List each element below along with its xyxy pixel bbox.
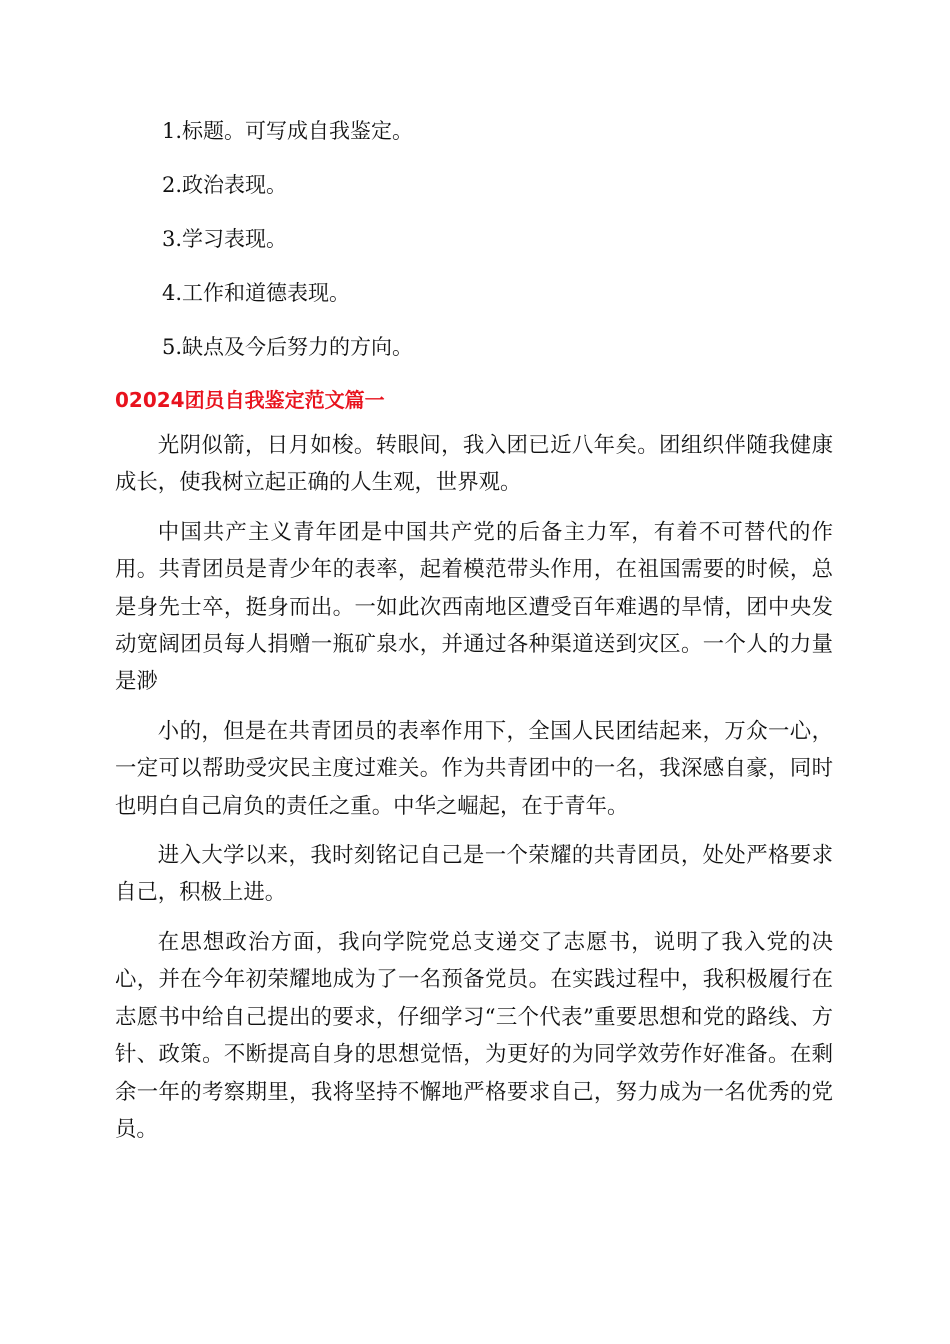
list-item: 1.标题。可写成自我鉴定。 — [162, 119, 414, 143]
section-heading: 02024团员自我鉴定范文篇一 — [115, 388, 385, 412]
paragraph: 小的，但是在共青团员的表率作用下，全国人民团结起来，万众一心，一定可以帮助受灾民主度过难关。作为共青团中的一名，我深感自豪，同时也明白自己肩负的责任之重。中华之崛起，在于青年。 — [115, 718, 833, 819]
paragraph: 中国共产主义青年团是中国共产党的后备主力军，有着不可替代的作用。共青团员是青少年的表率，起着模范带头作用，在祖国需要的时候，总是身先士卒，挺身而出。一如此次西南地区遭受百年难遇的旱情，团中央发动宽阔团员每人捐赠一瓶矿泉水，并通过各种渠道送到灾区。一个人的力量是渺 — [115, 519, 833, 695]
outline-list — [162, 113, 842, 383]
body-text — [115, 427, 833, 1160]
paragraph: 光阴似箭，日月如梭。转眼间，我入团已近八年矣。团组织伴随我健康成长，使我树立起正确的人生观，世界观。 — [115, 433, 833, 496]
list-item: 2.政治表现。 — [162, 173, 288, 197]
list-item: 5.缺点及今后努力的方向。 — [162, 335, 414, 359]
list-item: 4.工作和道德表现。 — [162, 281, 351, 305]
paragraph: 进入大学以来，我时刻铭记自己是一个荣耀的共青团员，处处严格要求自己，积极上进。 — [115, 843, 833, 906]
paragraph: 在思想政治方面，我向学院党总支递交了志愿书，说明了我入党的决心，并在今年初荣耀地成为了一名预备党员。在实践过程中，我积极履行在志愿书中给自己提出的要求，仔细学习“三个代表”重要思想和党的路线、方针、政策。不断提高自身的思想觉悟，为更好的为同学效劳作好准备。在剩余一年的考察期里，我将坚持不懈地严格要求自己，努力成为一名优秀的党员。 — [115, 929, 833, 1142]
list-item: 3.学习表现。 — [162, 227, 288, 251]
